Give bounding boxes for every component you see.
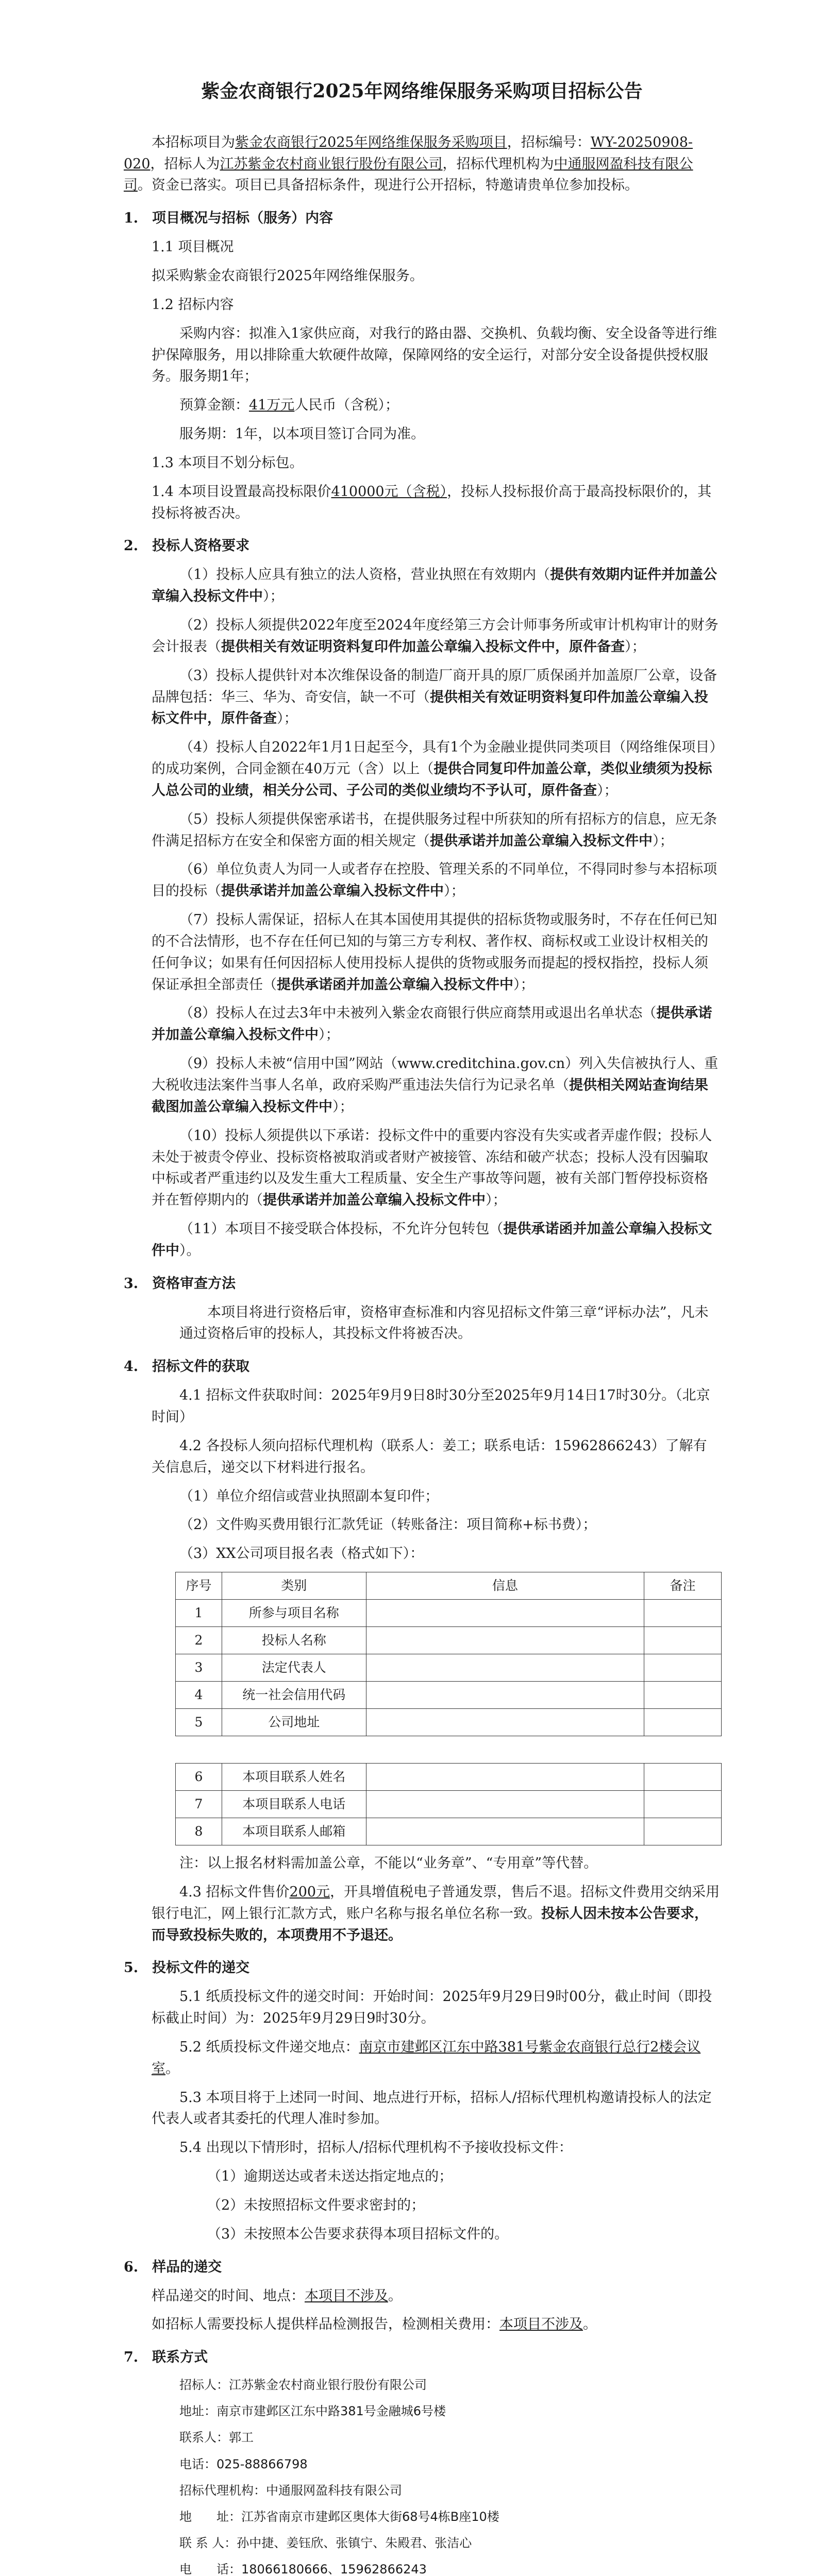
requirement-8: [124, 1003, 720, 1046]
registration-form-table: [175, 1572, 722, 1845]
requirement-text: （2）投标人须提供2022年度至2024年度经第三方会计师事务所或审计机构审计的财务会计报表（: [152, 617, 719, 655]
section-3-heading: 3. 资格审查方法: [124, 1275, 236, 1292]
intro-paragraph: [124, 132, 720, 197]
row-info: [366, 1764, 644, 1791]
contact-tenderer: 招标人：江苏紫金农村商业银行股份有限公司: [179, 2378, 427, 2393]
row-category: 投标人名称: [222, 1627, 366, 1654]
contact-agency-persons: 联 系 人：孙中捷、姜钰欣、张镇宁、朱殿君、张洁心: [179, 2536, 472, 2551]
rejection-2: （2）未按照招标文件要求密封的；: [207, 2197, 425, 2214]
row-category: 所参与项目名称: [222, 1600, 366, 1627]
price-text: ，开具增值税电子普通发票，售后不退。招标文件费用交纳采用银行电汇，网上银行汇款方式，账户名称与报名单位名称一致。: [152, 1884, 720, 1922]
row-remark: [644, 1682, 722, 1709]
requirement-text: （9）投标人未被“信用中国”网站（www.creditchina.gov.cn）列入失信被执行人、重大税收违法案件当事人名单，政府采购严重违法失信行为记录名单（: [152, 1056, 719, 1094]
row-info: [366, 1654, 644, 1682]
row-number: 7: [176, 1791, 222, 1818]
requirement-bold: 提供承诺并加盖公章编入投标文件中: [221, 883, 444, 900]
intro-text: 本招标项目为: [152, 134, 235, 150]
requirement-text: （1）投标人应具有独立的法人资格，营业执照在有效期内（: [179, 567, 550, 583]
agency-name: 中通服网盈科技有限公司: [124, 156, 693, 194]
requirement-bold: 提供相关网站查询结果截图加盖公章编入投标文件中: [152, 1077, 708, 1115]
requirement-2: [124, 615, 720, 658]
requirement-9: [124, 1053, 720, 1118]
requirement-7: [124, 909, 720, 995]
intro-text: 。资金已落实。项目已具备招标条件，现进行公开招标，特邀请贵单位参加投标。: [138, 177, 639, 194]
requirement-text: （7）投标人需保证，招标人在其本国使用其提供的招标货物或服务时，不存在任何已知的不合法情形，也不存在任何已知的与第三方专利权、著作权、商标权或工业设计权相关的任何争议；如果有任何因招标人使用投标人提供的货物或服务而提起的授权指控，投标人须保证承担全部责任（: [152, 912, 717, 993]
requirement-text: （4）投标人自2022年1月1日起至今，具有1个为金融业提供同类项目（网络维保项目）的成功案例，合同金额在40万元（含）以上（: [152, 739, 716, 777]
requirement-6: [124, 859, 720, 902]
row-remark: [644, 1818, 722, 1845]
requirement-text: ）；: [263, 588, 284, 605]
requirement-bold: 提供相关有效证明资料复印件加盖公章编入投标文件中，原件备查: [221, 638, 625, 655]
page-title: 紫金农商银行2025年网络维保服务采购项目招标公告: [201, 80, 643, 102]
contact-person: 联系人：郭工: [179, 2430, 254, 2445]
max-price-text: ，投标人投标报价高于最高投标限价的，其投标将被否决。: [152, 483, 712, 521]
requirement-bold: 提供有效期内证件并加盖公章编入投标文件中: [152, 567, 717, 605]
table-header-row: [176, 1572, 722, 1600]
section-5-3: 5.3 本项目将于上述同一时间、地点进行开标，招标人/招标代理机构邀请投标人的法定代表人或者其委托的代理人准时参加。: [152, 2089, 712, 2127]
contact-agency-address: 地 址：江苏省南京市建邺区奥体大街68号4栋B座10楼: [179, 2510, 499, 2524]
requirement-text: ）；: [486, 1192, 507, 1209]
spacer-cell: [176, 1736, 722, 1764]
contact-agency: 招标代理机构：中通服网盈科技有限公司: [179, 2483, 402, 2498]
contact-address: 地址：南京市建邺区江东中路381号金融城6号楼: [179, 2404, 446, 2419]
sample-cost-value: 本项目不涉及: [499, 2316, 583, 2333]
row-number: 8: [176, 1818, 222, 1845]
requirement-5: [124, 809, 720, 852]
row-category: 本项目联系人邮箱: [222, 1818, 366, 1845]
section-4-2: 4.2 各投标人须向招标代理机构（联系人：姜工；联系电话：15962866243）了解有关信息后，递交以下材料进行报名。: [152, 1437, 707, 1476]
tender-code: WY-20250908-020: [124, 134, 693, 172]
section-1-4: [124, 481, 720, 524]
row-info: [366, 1818, 644, 1845]
row-number: 1: [176, 1600, 222, 1627]
column-header: 备注: [644, 1572, 722, 1600]
budget-line: [124, 395, 720, 416]
row-info: [366, 1627, 644, 1654]
row-remark: [644, 1627, 722, 1654]
section-2-heading: 2. 投标人资格要求: [124, 538, 250, 554]
submission-address: 南京市建邺区江东中路381号紫金农商银行总行2楼会议室: [152, 2039, 701, 2077]
sample-value: 本项目不涉及: [305, 2287, 388, 2304]
contact-agency-phone: 电 话：18066180666、15962866243: [179, 2562, 427, 2576]
section-1-2-heading: 1.2 招标内容: [152, 296, 234, 313]
requirement-text: ）；: [277, 710, 298, 727]
column-header: 类别: [222, 1572, 366, 1600]
section-1-1-text: 拟采购紫金农商银行2025年网络维保服务。: [152, 268, 424, 284]
intro-text: ，招标人为: [150, 156, 220, 172]
service-period: 服务期：1年，以本项目签订合同为准。: [179, 426, 425, 443]
sample-end: 。: [388, 2287, 402, 2304]
requirement-text: （11）本项目不接受联合体投标，不允许分包转包（: [179, 1221, 504, 1238]
project-name: 紫金农商银行2025年网络维保服务采购项目: [235, 134, 507, 150]
location-end: 。: [165, 2060, 179, 2077]
requirement-text: ）；: [332, 1098, 354, 1115]
requirement-bold: 提供承诺并加盖公章编入投标文件中: [152, 1005, 712, 1043]
sample-cost-label: 如招标人需要投标人提供样品检测报告，检测相关费用：: [152, 2316, 499, 2333]
row-number: 3: [176, 1654, 222, 1682]
row-category: 统一社会信用代码: [222, 1682, 366, 1709]
intro-text: ，招标编号：: [507, 134, 591, 150]
requirement-bold: 提供相关有效证明资料复印件加盖公章编入投标文件中，原件备查: [152, 689, 708, 727]
row-category: 法定代表人: [222, 1654, 366, 1682]
row-info: [366, 1600, 644, 1627]
requirement-text: ）；: [319, 1027, 340, 1043]
requirement-3: [124, 665, 720, 730]
requirement-text: ）。: [179, 1242, 201, 1259]
material-2: （2）文件购买费用银行汇款凭证（转账备注：项目简称+标书费）；: [179, 1517, 597, 1533]
table-row: [176, 1654, 722, 1682]
section-5-4: 5.4 出现以下情形时，招标人/招标代理机构不予接收投标文件：: [179, 2140, 573, 2156]
budget-suffix: 人民币（含税）；: [294, 397, 399, 414]
requirement-10: [124, 1125, 720, 1211]
table-row: [176, 1627, 722, 1654]
tenderer-name: 江苏紫金农村商业银行股份有限公司: [220, 156, 443, 172]
requirement-text: ）；: [653, 833, 674, 849]
sample-label: 样品递交的时间、地点：: [152, 2287, 305, 2304]
section-4-heading: 4. 招标文件的获取: [124, 1359, 250, 1375]
row-remark: [644, 1654, 722, 1682]
budget-amount: 41万元: [249, 397, 295, 414]
requirement-text: ）；: [513, 976, 535, 993]
requirement-11: [124, 1218, 720, 1262]
requirement-text: ）；: [597, 782, 618, 799]
row-number: 4: [176, 1682, 222, 1709]
table-row: [176, 1818, 722, 1845]
requirement-1: [124, 564, 720, 607]
contact-phone: 电话：025-88866798: [179, 2456, 308, 2471]
requirement-text: （10）投标人须提供以下承诺：投标文件中的重要内容没有失实或者弄虚作假；投标人未处于被责令停业、投标资格被取消或者财产被接管、冻结和破产状态；投标人没有因骗取中标或者严重违约以及发生重大工程质量、安全生产事故等问题，被有关部门暂停投标资格并在暂停期内的（: [152, 1127, 712, 1209]
table-row: [176, 1791, 722, 1818]
section-5-heading: 5. 投标文件的递交: [124, 1960, 250, 1976]
price-warning: 投标人因未按本公告要求，而导致投标失败的，本项费用不予退还。: [152, 1905, 708, 1943]
requirement-bold: 提供合同复印件加盖公章，类似业绩须为投标人总公司的业绩，相关分公司、子公司的类似业绩均不予认可，原件备查: [152, 761, 712, 799]
section-1-2-text: 采购内容：拟准入1家供应商，对我行的路由器、交换机、负载均衡、安全设备等进行维护保障服务，用以排除重大软硬件故障，保障网络的安全运行，对部分安全设备提供授权服务。服务期1年；: [152, 325, 717, 385]
table-row: [176, 1709, 722, 1736]
requirement-text: （6）单位负责人为同一人或者存在控股、管理关系的不同单位，不得同时参与本招标项目的投标（: [152, 861, 717, 900]
requirement-text: （5）投标人须提供保密承诺书，在提供服务过程中所获知的所有招标方的信息，应无条件满足招标方在安全和保密方面的相关规定（: [152, 811, 717, 849]
requirement-text: （3）投标人提供针对本次维保设备的制造厂商开具的原厂质保函并加盖原厂公章，设备品牌包括：华三、华为、奇安信，缺一不可（: [152, 667, 717, 705]
sample-test-cost: [124, 2314, 720, 2335]
contact-block: [124, 2376, 720, 2576]
section-7-heading: 7. 联系方式: [124, 2349, 208, 2366]
requirement-text: ）；: [444, 883, 465, 900]
requirement-bold: 提供承诺并加盖公章编入投标文件中: [263, 1192, 486, 1209]
table-row: [176, 1600, 722, 1627]
section-1-heading: 1. 项目概况与招标（服务）内容: [124, 210, 333, 227]
row-info: [366, 1682, 644, 1709]
document-price: 200元: [289, 1884, 330, 1900]
rejection-1: （1）逾期送达或者未送达指定地点的；: [207, 2168, 453, 2185]
location-label: 5.2 纸质投标文件递交地点：: [179, 2039, 359, 2055]
requirement-bold: 提供承诺并加盖公章编入投标文件中: [430, 833, 653, 849]
row-category: 本项目联系人姓名: [222, 1764, 366, 1791]
material-1: （1）单位介绍信或营业执照副本复印件；: [179, 1488, 439, 1504]
column-header: 信息: [366, 1572, 644, 1600]
requirement-4: [124, 737, 720, 802]
requirement-text: （8）投标人在过去3年中未被列入紫金农商银行供应商禁用或退出名单状态（: [179, 1005, 657, 1022]
sample-time-place: [124, 2285, 720, 2307]
table-spacer-row: [176, 1736, 722, 1764]
price-label: 4.3 招标文件售价: [179, 1884, 290, 1900]
column-header: 序号: [176, 1572, 222, 1600]
section-1-3: 1.3 本项目不划分标包。: [152, 454, 304, 471]
row-remark: [644, 1600, 722, 1627]
section-4-3: [124, 1882, 720, 1946]
section-6-heading: 6. 样品的递交: [124, 2259, 222, 2275]
material-3: （3）XX公司项目报名表（格式如下）：: [179, 1546, 424, 1562]
table-row: [176, 1682, 722, 1709]
row-remark: [644, 1764, 722, 1791]
requirement-bold: 提供承诺函并加盖公章编入投标文件中: [277, 976, 513, 993]
requirement-text: ）；: [625, 638, 646, 655]
max-price: 410000元（含税）: [331, 483, 447, 500]
sample-cost-end: 。: [583, 2316, 597, 2333]
section-5-1: 5.1 纸质投标文件的递交时间：开始时间：2025年9月29日9时00分，截止时间（即投标截止时间）为：2025年9月29日9时30分。: [152, 1989, 712, 2027]
row-category: 公司地址: [222, 1709, 366, 1736]
row-remark: [644, 1791, 722, 1818]
budget-label: 预算金额：: [179, 397, 249, 414]
section-4-1: 4.1 招标文件获取时间：2025年9月9日8时30分至2025年9月14日17时30分。（北京时间）: [152, 1387, 710, 1425]
table-row: [176, 1764, 722, 1791]
intro-text: ，招标代理机构为: [442, 156, 554, 172]
row-category: 本项目联系人电话: [222, 1791, 366, 1818]
max-price-label: 1.4 本项目设置最高投标限价: [152, 483, 331, 500]
row-number: 5: [176, 1709, 222, 1736]
table-note: 注：以上报名材料需加盖公章，不能以“业务章”、“专用章”等代替。: [179, 1855, 598, 1872]
rejection-3: （3）未按照本公告要求获得本项目招标文件的。: [207, 2226, 509, 2242]
section-5-2: [124, 2037, 720, 2080]
section-3-text: 本项目将进行资格后审，资格审查标准和内容见招标文件第三章“评标办法”，凡未通过资格后审的投标人，其投标文件将被否决。: [179, 1304, 709, 1342]
row-number: 6: [176, 1764, 222, 1791]
requirement-bold: 提供承诺函并加盖公章编入投标文件中: [152, 1221, 712, 1259]
row-remark: [644, 1709, 722, 1736]
row-info: [366, 1791, 644, 1818]
section-1-1-heading: 1.1 项目概况: [152, 239, 234, 256]
row-info: [366, 1709, 644, 1736]
row-number: 2: [176, 1627, 222, 1654]
